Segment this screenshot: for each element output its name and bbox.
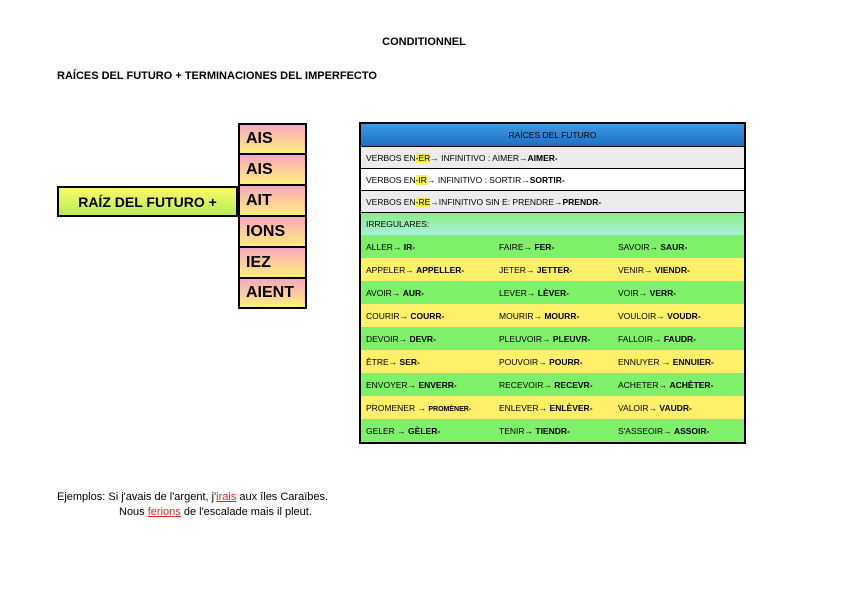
- verb-cell: [361, 242, 494, 252]
- verb-cell: [613, 426, 744, 436]
- infinitive: PROMENER →: [366, 402, 429, 413]
- verb-cell: [361, 426, 494, 436]
- verb-cell: [613, 357, 744, 367]
- infinitive: SAVOIR→: [618, 241, 661, 252]
- infinitive: VENIR→: [618, 264, 655, 275]
- future-root: TIENDR-: [535, 425, 570, 436]
- verb-cell: [361, 288, 494, 298]
- verb-cell: [361, 357, 494, 367]
- infinitive: MOURIR→: [499, 310, 545, 321]
- verb-cell: [361, 334, 494, 344]
- rule-re: [361, 191, 744, 213]
- example-line-2: [57, 505, 328, 520]
- verb-cell: [494, 357, 613, 367]
- future-root: AUR-: [402, 287, 424, 298]
- endings-column: [238, 123, 307, 309]
- example-text: aux îles Caraïbes.: [236, 491, 329, 503]
- examples-label: Ejemplos:: [57, 491, 109, 503]
- infinitive: LEVER→: [499, 287, 538, 298]
- infinitive: ALLER→: [366, 241, 404, 252]
- verb-cell: [613, 288, 744, 298]
- future-root: MOURR-: [544, 310, 580, 321]
- raiz-del-futuro-box: RAÍZ DEL FUTURO +: [57, 186, 238, 217]
- ending-ait: AIT: [238, 185, 307, 216]
- verb-cell: [613, 334, 744, 344]
- example-verb: ferions: [147, 506, 181, 518]
- ending-iez: IEZ: [238, 247, 307, 278]
- infinitive: RECEVOIR→: [499, 379, 555, 390]
- verb-cell: [494, 403, 613, 413]
- table-row: [361, 327, 744, 350]
- future-root: GÈLER-: [408, 425, 441, 436]
- irregulars-list: [361, 235, 744, 442]
- verb-cell: [361, 403, 494, 413]
- rule-highlight: -RE: [415, 196, 431, 207]
- future-root: ASSOIR-: [673, 425, 710, 436]
- ending-ais-1: AIS: [238, 123, 307, 154]
- page-title: CONDITIONNEL: [382, 36, 466, 48]
- infinitive: GELER →: [366, 425, 409, 436]
- future-root: COURR-: [410, 310, 445, 321]
- verb-cell: [613, 403, 744, 413]
- future-root: ENLÈVER-: [549, 402, 593, 413]
- rule-er: [361, 147, 744, 169]
- verb-cell: [361, 265, 494, 275]
- table-row: [361, 373, 744, 396]
- infinitive: VOULOIR→: [618, 310, 668, 321]
- future-root: JETTER-: [536, 264, 573, 275]
- future-root: APPELLER-: [416, 264, 465, 275]
- infinitive: FALLOIR→: [618, 333, 664, 344]
- future-root: IR-: [403, 241, 416, 252]
- rule-highlight: -IR: [415, 174, 427, 185]
- infinitive: PLEUVOIR→: [499, 333, 553, 344]
- ending-ais-2: AIS: [238, 154, 307, 185]
- future-root: FER-: [534, 241, 555, 252]
- table-row: [361, 281, 744, 304]
- future-root: FAUDR-: [663, 333, 696, 344]
- infinitive: TENIR→: [499, 425, 536, 436]
- future-roots-table: [359, 122, 746, 444]
- verb-cell: [494, 265, 613, 275]
- infinitive: ENLEVER→: [499, 402, 550, 413]
- future-root: DEVR-: [409, 333, 436, 344]
- rule-text: → INFINITIVO : AIMER→: [430, 152, 528, 163]
- infinitive: S'ASSEOIR→: [618, 425, 674, 436]
- verb-cell: [361, 380, 494, 390]
- infinitive: JETER→: [499, 264, 537, 275]
- future-root: PLEUVR-: [552, 333, 591, 344]
- rule-result: SORTIR-: [529, 174, 565, 185]
- table-row: [361, 304, 744, 327]
- verb-cell: [613, 380, 744, 390]
- example-text: Si j'avais de l'argent, j': [108, 491, 217, 503]
- future-root: ENNUIER-: [672, 356, 714, 367]
- verb-cell: [494, 380, 613, 390]
- verb-cell: [494, 426, 613, 436]
- rule-text: VERBOS EN: [366, 152, 416, 163]
- verb-cell: [494, 242, 613, 252]
- page-subtitle: RAÍCES DEL FUTURO + TERMINACIONES DEL IMPERFECTO: [57, 70, 377, 82]
- future-root: SAUR-: [660, 241, 688, 252]
- examples-block: [57, 490, 328, 520]
- infinitive: AVOIR→: [366, 287, 403, 298]
- table-row: [361, 419, 744, 442]
- verb-cell: [494, 288, 613, 298]
- verb-cell: [613, 242, 744, 252]
- future-root: ENVERR-: [418, 379, 457, 390]
- infinitive: POUVOIR→: [499, 356, 550, 367]
- verb-cell: [613, 265, 744, 275]
- infinitive: FAIRE→: [499, 241, 535, 252]
- verb-cell: [361, 311, 494, 321]
- future-root: SER-: [399, 356, 420, 367]
- example-verb: irais: [216, 491, 237, 503]
- infinitive: COURIR→: [366, 310, 411, 321]
- table-row: [361, 258, 744, 281]
- rule-text: →INFINITIVO SIN E: PRENDRE→: [430, 196, 563, 207]
- infinitive: ÊTRE→: [366, 356, 400, 367]
- irregulares-label: IRREGULARES:: [361, 213, 744, 235]
- table-header: RAÍCES DEL FUTURO: [361, 124, 744, 147]
- future-root: ACHÈTER-: [669, 379, 714, 390]
- rule-result: AIMER-: [527, 152, 558, 163]
- future-root: VOUDR-: [667, 310, 701, 321]
- rule-text: → INFINITIVO : SORTIR→: [426, 174, 530, 185]
- rule-text: VERBOS EN: [366, 174, 416, 185]
- infinitive: ENVOYER→: [366, 379, 419, 390]
- table-row: [361, 235, 744, 258]
- future-root: LÈVER-: [537, 287, 569, 298]
- example-text: Nous: [119, 506, 148, 518]
- rule-text: VERBOS EN: [366, 196, 416, 207]
- infinitive: VALOIR→: [618, 402, 660, 413]
- future-root: RECEVR-: [554, 379, 593, 390]
- infinitive: DEVOIR→: [366, 333, 410, 344]
- verb-cell: [613, 311, 744, 321]
- table-row: [361, 350, 744, 373]
- future-root: VERR-: [649, 287, 677, 298]
- example-line-1: [57, 490, 328, 505]
- infinitive: ACHETER→: [618, 379, 670, 390]
- verb-cell: [494, 334, 613, 344]
- future-root: VAUDR-: [659, 402, 692, 413]
- verb-cell: [494, 311, 613, 321]
- infinitive: APPELER→: [366, 264, 417, 275]
- example-text: de l'escalade mais il pleut.: [180, 506, 312, 518]
- rule-ir: [361, 169, 744, 191]
- rule-result: PRENDR-: [562, 196, 602, 207]
- infinitive: VOIR→: [618, 287, 650, 298]
- ending-aient: AIENT: [238, 278, 307, 309]
- future-root: VIENDR-: [654, 264, 690, 275]
- future-root: PROMÈNER-: [428, 405, 472, 413]
- infinitive: ENNUYER →: [618, 356, 673, 367]
- future-root: POURR-: [549, 356, 583, 367]
- rule-highlight: -ER: [415, 152, 431, 163]
- ending-ions: IONS: [238, 216, 307, 247]
- table-row: [361, 396, 744, 419]
